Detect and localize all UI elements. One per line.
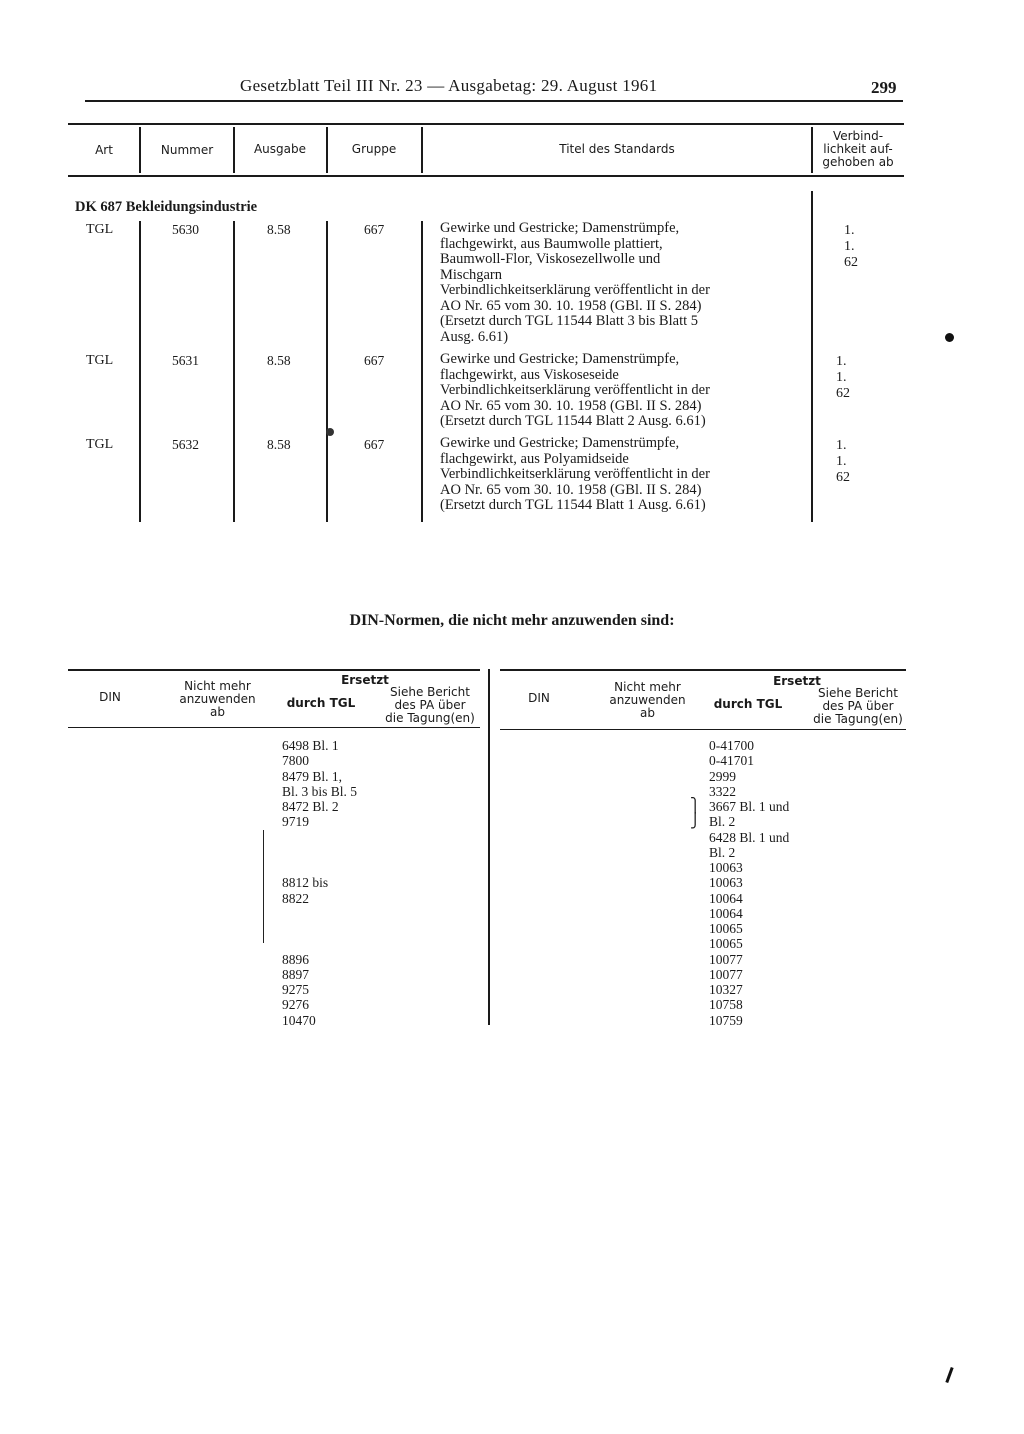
din-cell-tgl: 10758 — [709, 997, 743, 1013]
cell-aufgehoben: 1. 1. 62 — [836, 354, 850, 401]
din-cell-tgl: 3667 Bl. 1 und — [709, 799, 790, 814]
din-cell-tgl: 8479 Bl. 1, — [282, 768, 343, 784]
din-left-header-din: DIN — [99, 690, 121, 704]
ink-speck — [945, 333, 954, 342]
din-cell-tgl: 8896 — [282, 951, 309, 967]
cell-titel: Gewirke und Gestricke; Damenstrümpfe, flachgewirkt, aus Polyamidseide Verbindlichkeitserklärung veröffentlicht in der AO Nr. 65 vom 30. 10. 1958 (GBl. II S. 284) (Ersetzt durch TGL 11544 Blatt 1 Ausg. 6.61) — [440, 435, 710, 513]
din-cell-tgl: 2999 — [709, 768, 736, 784]
din-cell-tgl: 10327 — [709, 982, 743, 997]
din-cell-tgl: 8472 Bl. 2 — [282, 799, 339, 814]
din-cell-tgl: 8897 — [282, 966, 309, 982]
din-right-top-rule — [500, 669, 906, 671]
cell-nummer: 5630 — [172, 222, 199, 237]
din-cell-tgl: 10077 — [709, 966, 743, 982]
cell-art: TGL — [86, 222, 114, 237]
din-cell-tgl: 7800 — [282, 753, 309, 769]
cell-ausgabe: 8.58 — [267, 437, 291, 452]
ink-mark — [945, 1367, 953, 1383]
din-cell-tgl: 3322 — [709, 783, 736, 799]
cell-gruppe: 667 — [364, 222, 385, 237]
grouping-brace: ⎫ — [690, 798, 701, 814]
din-cell-tgl: 0-41701 — [709, 753, 754, 769]
cell-nummer: 5631 — [172, 353, 199, 368]
cell-titel: Gewirke und Gestricke; Damenstrümpfe, flachgewirkt, aus Baumwolle plattiert, Baumwoll-Flor, Viskosezellwolle und Mischgarn Verbindlichkeitserklärung veröffentlicht in der AO Nr. 65 vom 30. 10. 1958 (GBl. II S. 284) (Ersetzt durch TGL 11544 Blatt 3 bis Blatt 5 Ausg. 6.61) — [440, 220, 710, 345]
cell-ausgabe: 8.58 — [267, 353, 291, 368]
din-right-header-rule — [500, 729, 906, 730]
din-cell-tgl: 9276 — [282, 997, 309, 1013]
din-cell-tgl: Bl. 2 — [709, 814, 736, 830]
column-header-gruppe: Gruppe — [351, 142, 397, 156]
din-cell-tgl: 9275 — [282, 982, 309, 997]
din-cell-tgl: 10064 — [709, 905, 743, 921]
din-cell-tgl: 6498 Bl. 1 — [282, 738, 339, 753]
cell-aufgehoben: 1. 1. 62 — [836, 438, 850, 485]
din-cell-tgl: 10063 — [709, 875, 743, 891]
din-cell-tgl: 10064 — [709, 890, 743, 906]
din-cell-tgl: 10470 — [282, 1012, 316, 1028]
din-right-header-durch-tgl: durch TGL — [713, 697, 783, 711]
din-section-title: DIN-Normen, die nicht mehr anzuwenden sind: — [349, 612, 675, 629]
din-cell-tgl: 10077 — [709, 951, 743, 967]
din-right-header-siehe-bericht: Siehe Bericht des PA über die Tagung(en) — [813, 686, 903, 726]
din-cell-tgl: 0-41700 — [709, 738, 754, 753]
page-header-title: Gesetzblatt Teil III Nr. 23 — Ausgabetag: 29. August 1961 — [240, 76, 658, 95]
column-header-ausgabe: Ausgabe — [253, 142, 307, 156]
din-cell-tgl: 8812 bis — [282, 875, 329, 891]
section-title: DK 687 Bekleidungsindustrie — [75, 199, 258, 215]
din-left-header-siehe-bericht: Siehe Bericht des PA über die Tagung(en) — [385, 685, 475, 725]
cell-nummer: 5632 — [172, 437, 199, 452]
din-cell-tgl: 9719 — [282, 814, 309, 830]
cell-gruppe: 667 — [364, 437, 385, 452]
din-left-header-durch-tgl: durch TGL — [286, 696, 356, 710]
din-cell-tgl: 10065 — [709, 921, 743, 936]
column-header-verbindlichkeit: Verbind- lichkeit auf- gehoben ab — [822, 129, 894, 169]
din-left-header-nicht-mehr: Nicht mehr anzuwenden ab — [179, 679, 256, 719]
column-header-titel: Titel des Standards — [559, 142, 675, 156]
din-cell-tgl: 8822 — [282, 890, 309, 906]
grouping-brace: ⎭ — [690, 813, 701, 829]
din-cell-tgl: 10759 — [709, 1012, 743, 1028]
cell-art: TGL — [86, 353, 114, 368]
cell-ausgabe: 8.58 — [267, 222, 291, 237]
cell-aufgehoben: 1. 1. 62 — [844, 223, 858, 270]
din-cell-tgl: Bl. 3 bis Bl. 5 — [282, 783, 358, 799]
din-cell-tgl: Bl. 2 — [709, 844, 736, 860]
din-left-header-ersetzt: Ersetzt — [341, 673, 389, 687]
page-number: 299 — [871, 78, 897, 97]
column-header-nummer: Nummer — [160, 143, 214, 157]
cell-art: TGL — [86, 437, 114, 452]
din-right-header-nicht-mehr: Nicht mehr anzuwenden ab — [609, 680, 686, 720]
cell-titel: Gewirke und Gestricke; Damenstrümpfe, flachgewirkt, aus Viskoseseide Verbindlichkeitserklärung veröffentlicht in der AO Nr. 65 vom 30. 10. 1958 (GBl. II S. 284) (Ersetzt durch TGL 11544 Blatt 2 Ausg. 6.61) — [440, 351, 710, 429]
column-header-art: Art — [95, 143, 113, 157]
din-cell-tgl: 10063 — [709, 860, 743, 875]
din-cell-tgl: 10065 — [709, 936, 743, 952]
din-right-header-ersetzt: Ersetzt — [773, 674, 821, 688]
ink-speck — [326, 428, 334, 436]
din-cell-tgl: 6428 Bl. 1 und — [709, 829, 790, 845]
din-right-header-din: DIN — [528, 691, 550, 705]
cell-gruppe: 667 — [364, 353, 385, 368]
